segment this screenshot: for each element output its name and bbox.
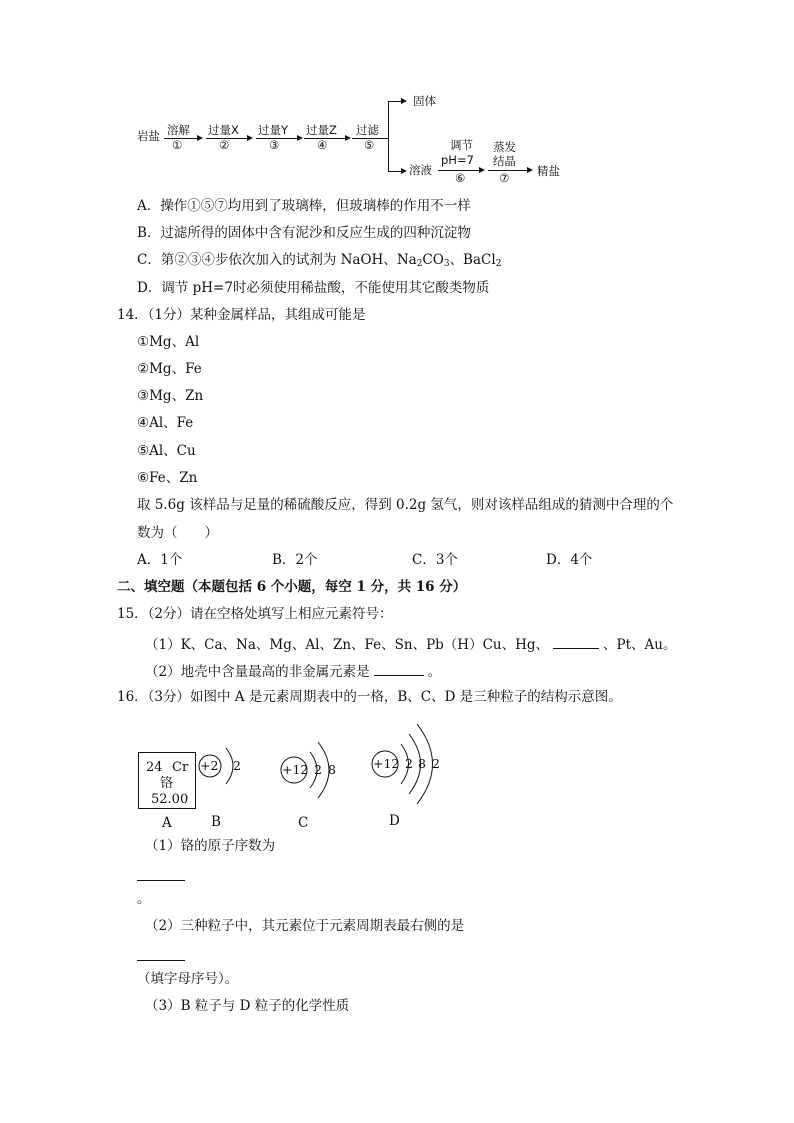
flow-solution: 溶液 xyxy=(409,163,432,177)
q13-option-a: A．操作①⑤⑦均用到了玻璃棒，但玻璃棒的作用不一样 xyxy=(137,198,471,214)
flow-step7-bottom: ⑦ xyxy=(499,171,510,185)
q14-item-2: ②Mg、Fe xyxy=(137,361,202,377)
flow-step5-top: 过滤 xyxy=(356,123,379,137)
q15-stem: 15．（2分）请在空格处填写上相应元素符号： xyxy=(117,606,393,622)
flow-step7-top2: 结晶 xyxy=(493,154,516,168)
flow-step2-bottom: ② xyxy=(219,138,230,152)
flow-step5-bottom: ⑤ xyxy=(364,138,375,152)
q16-blank-1[interactable] xyxy=(137,880,185,881)
particle-c-nucleus-label: +12 xyxy=(282,762,309,777)
flow-step3-top: 过量Y xyxy=(258,123,289,137)
particle-d-shell-1-count: 2 xyxy=(405,756,413,771)
section-2-title: 二、填空题（本题包括 6 个小题，每空 1 分，共 16 分） xyxy=(117,579,467,595)
flow-arrowhead-solid xyxy=(401,98,407,104)
q15-blank-1[interactable] xyxy=(553,636,599,649)
q15-part-1: （1）K、Ca、Na、Mg、Al、Zn、Fe、Sn、Pb（H）Cu、Hg、 、Pt、Au。 xyxy=(145,637,677,653)
q15-part-2: （2）地壳中含量最高的非金属元素是 。 xyxy=(145,664,442,680)
flow-step7-top1: 蒸发 xyxy=(493,140,516,154)
q14-item-6: ⑥Fe、Zn xyxy=(137,470,198,486)
q16-sub-1: （1）铬的原子序数为 xyxy=(145,838,276,854)
q14-item-1: ①Mg、Al xyxy=(137,334,200,350)
q13-option-c: C．第②③④步依次加入的试剂为 NaOH、$Na_2CO_3$、BaCl$_2$ xyxy=(137,252,502,269)
flow-arrow-solid xyxy=(388,101,402,102)
particle-b-shell-1 xyxy=(226,748,233,784)
q14-option-a: A．1个 xyxy=(137,552,183,568)
q14-line-2: 数为（ ） xyxy=(137,525,218,541)
flow-branch-line xyxy=(388,101,389,171)
flow-step2-top: 过量X xyxy=(208,123,239,137)
diagram-label-c: C xyxy=(298,815,309,831)
element-cell-name: 铬 xyxy=(160,776,174,791)
flow-step6-top2: pH=7 xyxy=(441,153,474,167)
particle-b-nucleus-label: +2 xyxy=(200,758,219,773)
q16-sub-1-end: 。 xyxy=(137,891,151,907)
q13-option-b: B．过滤所得的固体中含有泥沙和反应生成的四种沉淀物 xyxy=(137,225,471,241)
q14-option-c: C．3个 xyxy=(412,552,458,568)
flow-step1-bottom: ① xyxy=(172,138,183,152)
particle-d-shell-3-count: 2 xyxy=(432,756,440,771)
flow-arrowhead-6 xyxy=(479,167,485,173)
q16-sub-3: （3）B 粒子与 D 粒子的化学性质 xyxy=(145,998,350,1014)
particle-b-shell-1-count: 2 xyxy=(233,758,241,773)
element-cell-number: 24 xyxy=(146,760,163,775)
diagram-label-b: B xyxy=(211,814,221,830)
particle-d-shell-2-count: 8 xyxy=(418,756,426,771)
q16-sub-2-end: （填字母序号）。 xyxy=(137,971,239,987)
element-cell-a xyxy=(138,752,196,809)
flow-arrowhead-1 xyxy=(197,135,203,141)
particle-c-shell-1-count: 2 xyxy=(314,762,322,777)
q13-option-d: D．调节 pH=7时必须使用稀盐酸，不能使用其它酸类物质 xyxy=(137,280,490,296)
flow-step3-bottom: ③ xyxy=(269,138,280,152)
flow-arrowhead-solution xyxy=(401,168,407,174)
flow-step6-bottom: ⑥ xyxy=(455,171,466,185)
element-cell-mass: 52.00 xyxy=(151,792,189,807)
q16-sub-2: （2）三种粒子中，其元素位于元素周期表最右侧的是 xyxy=(145,918,465,934)
flow-arrowhead-3 xyxy=(297,135,303,141)
flow-arrowhead-4 xyxy=(345,135,351,141)
flow-start: 岩盐 xyxy=(137,129,160,143)
q14-item-4: ④Al、Fe xyxy=(137,415,194,431)
flow-step4-bottom: ④ xyxy=(317,138,328,152)
q15-blank-2[interactable] xyxy=(374,663,424,676)
flow-step6-top1: 调节 xyxy=(450,138,473,152)
diagram-label-d: D xyxy=(389,813,400,829)
q14-item-3: ③Mg、Zn xyxy=(137,388,204,404)
q16-stem: 16．（3分）如图中 A 是元素周期表中的一格，B、C、D 是三种粒子的结构示意图。 xyxy=(117,689,622,705)
flow-end: 精盐 xyxy=(537,164,560,178)
flow-step4-top: 过量Z xyxy=(306,123,337,137)
flow-arrowhead-2 xyxy=(247,135,253,141)
q14-item-5: ⑤Al、Cu xyxy=(137,443,196,459)
q16-blank-2[interactable] xyxy=(137,960,185,961)
element-cell-symbol: Cr xyxy=(172,760,189,775)
particle-d-nucleus-label: +12 xyxy=(373,756,400,771)
q14-stem: 14．（1分）某种金属样品，其组成可能是 xyxy=(117,307,366,323)
flow-solid: 固体 xyxy=(413,94,436,108)
flow-arrow-solution xyxy=(388,171,402,172)
particle-c-shell-2-count: 8 xyxy=(328,762,336,777)
flow-arrowhead-7 xyxy=(527,167,533,173)
q14-option-b: B．2个 xyxy=(272,552,318,568)
q14-option-d: D．4个 xyxy=(546,552,593,568)
flow-step1-top: 溶解 xyxy=(167,123,190,137)
diagram-label-a: A xyxy=(162,815,172,831)
q14-line-1: 取 5.6g 该样品与足量的稀硫酸反应，得到 0.2g 氢气，则对该样品组成的猜测中合理的个 xyxy=(137,497,674,513)
